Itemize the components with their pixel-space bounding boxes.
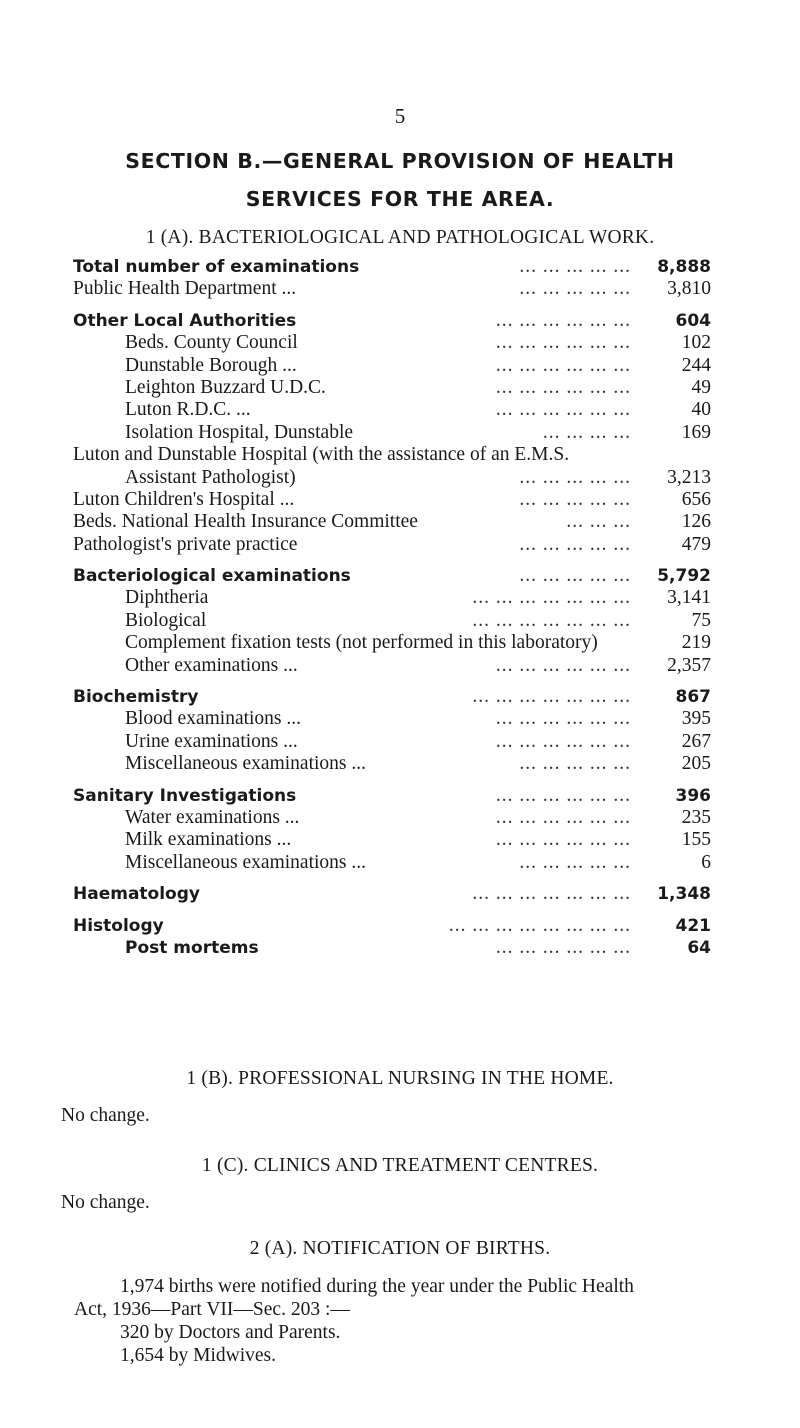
- row-label: Urine examinations ...: [125, 730, 298, 752]
- row-value: 6: [701, 851, 711, 873]
- section-title: [0, 142, 800, 218]
- row-label: Luton and Dunstable Hospital (with the assistance of an E.M.S.: [73, 444, 570, 466]
- row-value: 169: [681, 421, 711, 443]
- row-value: 102: [681, 332, 711, 354]
- table-row: Other examinations ... ... ... ... ... ... ... 2,357: [125, 654, 711, 676]
- subsection-1b-text: No change.: [61, 1105, 150, 1126]
- table-row: Total number of examinations ... ... ... ... ... 8,888: [73, 256, 711, 277]
- table-row: Luton Children's Hospital ... ... ... ... ... ... 656: [73, 488, 711, 510]
- examinations-table: [73, 256, 711, 959]
- row-label: Isolation Hospital, Dunstable: [125, 421, 354, 443]
- table-row: Beds. National Health Insurance Committee ... ... ... 126: [73, 511, 711, 533]
- subsection-2a-heading: 2 (A). NOTIFICATION OF BIRTHS.: [249, 1238, 551, 1259]
- table-row: Post mortems ... ... ... ... ... ... 64: [125, 936, 711, 958]
- row-label: Complement fixation tests (not performed in this laboratory): [125, 632, 598, 654]
- row-label: Bacteriological examinations: [73, 566, 351, 587]
- table-row: Beds. County Council ... ... ... ... ... ... 102: [125, 332, 711, 354]
- row-value: 155: [681, 829, 711, 851]
- table-row: Miscellaneous examinations ... ... ... ... ... ... 6: [125, 851, 711, 873]
- row-value: 1,348: [657, 884, 711, 905]
- row-label: Biochemistry: [73, 687, 199, 708]
- births-paragraph-line-1: 1,974 births were notified during the year under the Public Health: [120, 1276, 634, 1297]
- table-row: [73, 632, 711, 654]
- subsection-1b-heading: 1 (B). PROFESSIONAL NURSING IN THE HOME.: [186, 1068, 614, 1089]
- row-label: Biological: [125, 609, 207, 631]
- row-value: 3,810: [667, 278, 711, 300]
- row-value: 244: [681, 354, 711, 376]
- row-value: 219: [681, 632, 711, 654]
- births-doctors-parents: 320 by Doctors and Parents.: [120, 1322, 341, 1343]
- row-value: 75: [691, 609, 711, 631]
- row-value: 3,213: [667, 466, 711, 488]
- section-title-line-1: SECTION B.—GENERAL PROVISION OF HEALTH: [125, 149, 675, 173]
- section-title-line-2: SERVICES FOR THE AREA.: [245, 187, 555, 211]
- table-row: Haematology ... ... ... ... ... ... ... 1,348: [73, 883, 711, 905]
- table-row: Miscellaneous examinations ... ... ... ... ... ... 205: [125, 753, 711, 775]
- table-row: Public Health Department ... ... ... ... ... ... 3,810: [73, 278, 711, 300]
- row-label: Pathologist's private practice: [73, 533, 298, 555]
- births-midwives: 1,654 by Midwives.: [120, 1345, 276, 1366]
- table-row: Assistant Pathologist) ... ... ... ... ... 3,213: [125, 466, 711, 488]
- table-row: Sanitary Investigations ... ... ... ... ... ... 396: [73, 784, 711, 806]
- table-row: Leighton Buzzard U.D.C. ... ... ... ... ... ... 49: [125, 376, 711, 398]
- table-row: Biochemistry ... ... ... ... ... ... ... 867: [73, 686, 711, 708]
- subsection-1c-text: No change.: [61, 1192, 150, 1213]
- row-value: 421: [675, 915, 711, 936]
- row-label: Leighton Buzzard U.D.C.: [125, 376, 326, 398]
- row-label: Total number of examinations: [73, 257, 360, 277]
- row-label: Sanitary Investigations: [73, 785, 297, 806]
- row-value: 396: [675, 785, 711, 806]
- row-label: Haematology: [73, 884, 200, 905]
- table-row: Milk examinations ... ... ... ... ... ... ... 155: [125, 829, 711, 851]
- row-value: 49: [691, 376, 711, 398]
- row-label: Diphtheria: [125, 587, 209, 609]
- table-row: Bacteriological examinations ... ... ... ... ... 5,792: [73, 565, 711, 587]
- row-value: 2,357: [667, 654, 711, 676]
- table-row: Biological ... ... ... ... ... ... ... 75: [125, 609, 711, 631]
- table-row: Dunstable Borough ... ... ... ... ... ... ... 244: [125, 354, 711, 376]
- table-row: Urine examinations ... ... ... ... ... ... ... 267: [125, 730, 711, 752]
- table-row: Water examinations ... ... ... ... ... ... ... 235: [125, 806, 711, 828]
- row-value: 40: [691, 399, 711, 421]
- births-paragraph-line-2: Act, 1936—Part VII—Sec. 203 :—: [74, 1299, 350, 1320]
- page-number: 5: [394, 104, 406, 128]
- row-label: Beds. National Health Insurance Committee: [73, 511, 418, 533]
- row-label: Luton Children's Hospital ...: [73, 488, 295, 510]
- row-value: 126: [681, 511, 711, 533]
- row-label: Public Health Department ...: [73, 278, 297, 300]
- row-label: Miscellaneous examinations ...: [125, 851, 366, 873]
- row-value: 205: [681, 753, 711, 775]
- row-label: Blood examinations ...: [125, 708, 302, 730]
- table-row: Isolation Hospital, Dunstable ... ... ... ... 169: [125, 421, 711, 443]
- row-value: 867: [675, 687, 711, 708]
- row-label: Other Local Authorities: [73, 310, 297, 331]
- row-value: 5,792: [657, 566, 711, 587]
- row-label: Luton R.D.C. ...: [125, 399, 251, 421]
- table-row: Diphtheria ... ... ... ... ... ... ... 3,141: [125, 587, 711, 609]
- table-row: Luton R.D.C. ... ... ... ... ... ... ... 40: [125, 399, 711, 421]
- table-row: [73, 444, 711, 466]
- row-label: Assistant Pathologist): [125, 466, 296, 488]
- table-row: Other Local Authorities ... ... ... ... ... ... 604: [73, 309, 711, 331]
- row-value: 267: [681, 730, 711, 752]
- row-value: 64: [687, 937, 711, 958]
- subsection-1c-heading: 1 (C). CLINICS AND TREATMENT CENTRES.: [201, 1155, 599, 1176]
- row-label: Post mortems: [125, 937, 259, 958]
- row-value: 8,888: [657, 257, 711, 277]
- row-label: Other examinations ...: [125, 654, 298, 676]
- row-value: 3,141: [667, 587, 711, 609]
- row-label: Miscellaneous examinations ...: [125, 753, 366, 775]
- table-row: Pathologist's private practice ... ... ... ... ... 479: [73, 533, 711, 555]
- table-row: Histology ... ... ... ... ... ... ... ... 421: [73, 914, 711, 936]
- row-value: 479: [681, 533, 711, 555]
- row-label: Water examinations ...: [125, 806, 300, 828]
- row-label: Histology: [73, 915, 164, 936]
- table-row: Blood examinations ... ... ... ... ... ... ... 395: [125, 708, 711, 730]
- row-value: 656: [681, 488, 711, 510]
- row-value: 235: [681, 806, 711, 828]
- row-value: 395: [681, 708, 711, 730]
- row-label: Beds. County Council: [125, 332, 298, 354]
- row-value: 604: [675, 310, 711, 331]
- subsection-1a-heading: 1 (A). BACTERIOLOGICAL AND PATHOLOGICAL WORK.: [145, 227, 655, 248]
- row-label: Dunstable Borough ...: [125, 354, 297, 376]
- row-label: Milk examinations ...: [125, 829, 292, 851]
